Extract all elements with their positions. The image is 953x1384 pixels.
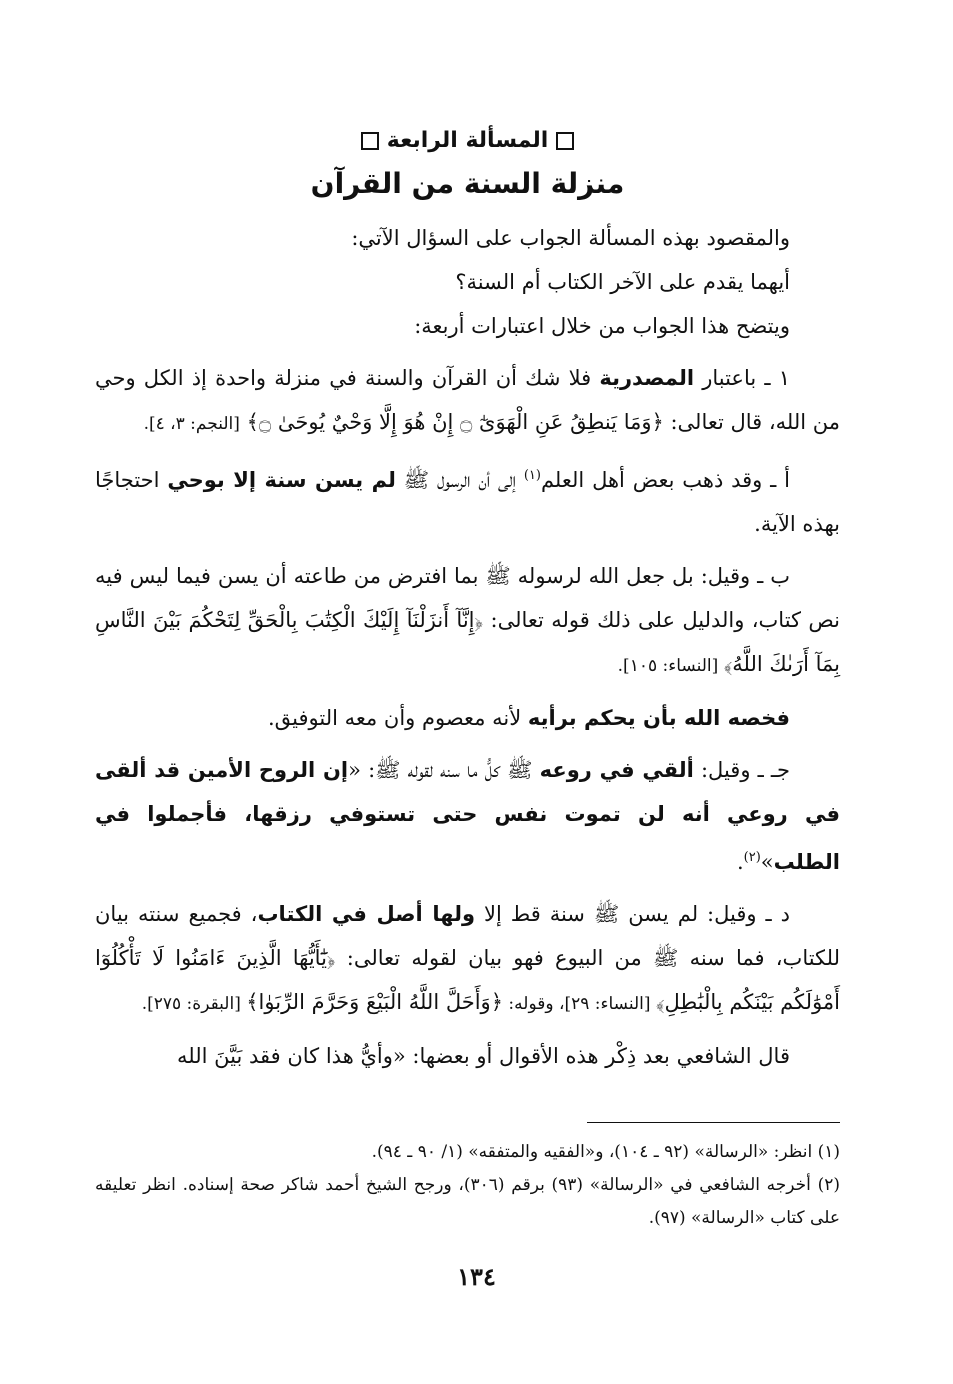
verse-reference: [النساء: ١٠٥].: [617, 656, 724, 676]
footnotes: [95, 1136, 840, 1235]
paragraph-ba: ب ـ وقيل: بل جعل الله لرسوله ﷺ بما افترض من طاعته أن يسن فيما ليس فيه نص كتاب، والدليل على ذلك قوله تعالى: ﴿إِنَّآ أَنزَلْنَآ إِلَيْكَ الْكِتَٰبَ بِالْحَقِّ لِتَحْكُمَ بَيْنَ النَّاسِ بِمَآ أَرَىٰكَ اللَّهُ﴾ [النساء: ١٠٥].: [95, 564, 840, 676]
main-text: [95, 128, 840, 1078]
square-bullet-icon: [361, 132, 379, 150]
quran-verse: ﴿وَمَا يَنطِقُ عَنِ الْهَوَىٰٓ ۝ إِنْ هُوَ إِلَّا وَحْيٌ يُوحَىٰ ۝﴾: [246, 410, 664, 434]
verse-reference: [النجم: ٣، ٤].: [143, 414, 240, 434]
intro-line: أيهما يقدم على الآخر الكتاب أم السنة؟: [455, 270, 790, 294]
paragraph-alif: أ ـ وقد ذهب بعض أهل العلم$^{(١)}$ إلى أن الرسول ﷺ لم يسن سنة إلا بوحي احتجاجًا بهذه الآية.: [95, 468, 840, 536]
intro-line: والمقصود بهذه المسألة الجواب على السؤال الآتي:: [351, 226, 790, 250]
paragraph-ba-conclusion: فخصه الله بأن يحكم برأيه لأنه معصوم وأن معه التوفيق.: [267, 706, 790, 730]
section-label: المسألة الرابعة: [386, 128, 549, 153]
quran-verse: ﴿إِنَّآ أَنزَلْنَآ إِلَيْكَ الْكِتَٰبَ بِالْحَقِّ لِتَحْكُمَ بَيْنَ النَّاسِ بِمَآ أَرَىٰكَ اللَّهُ﴾: [95, 608, 840, 676]
page-title: منزلة السنة من القرآن: [310, 167, 625, 200]
footnote: (٢) أخرجه الشافعي في «الرسالة» (٩٣) برقم (٣٠٦)، ورجح الشيخ أحمد شاكر صحة إسناده. انظر تعليقه على كتاب «الرسالة» (٩٧).: [95, 1175, 841, 1228]
quran-verse: ﴿وَأَحَلَّ اللَّهُ الْبَيْعَ وَحَرَّمَ الرِّبَوٰا﴾: [246, 990, 504, 1014]
verse-reference: [البقرة: ٢٧٥].: [141, 994, 247, 1014]
footnote: (١) انظر: «الرسالة» (٩٢ ـ ١٠٤)، و«الفقيه والمتفقه» (١/ ٩٠ ـ ٩٤).: [371, 1142, 840, 1162]
footnote-divider: [587, 1122, 840, 1123]
footnote-ref: (١): [523, 468, 541, 483]
paragraph-jim: جـ ـ وقيل: ألقي في روعه ﷺ كلُّ ما سنه لقوله ﷺ: «إن الروح الأمين قد ألقى في روعي أنه لن تموت نفس حتى تستوفي رزقها، فأجملوا في الطلب»$^{(٢)}$.: [95, 758, 840, 874]
quran-verse: ﴿يَٰٓأَيُّهَا الَّذِينَ ءَامَنُوا لَا تَأْكُلُوٓا أَمْوَٰلَكُم بَيْنَكُم بِالْبَٰطِلِ﴾: [95, 946, 840, 1014]
paragraph-shafii: قال الشافعي بعد ذِكْر هذه الأقوال أو بعضها: «وأيُّ هذا كان فقد بَيَّنَ الله: [177, 1044, 790, 1068]
page-number: ١٣٤: [457, 1262, 496, 1291]
paragraph-dal: د ـ وقيل: لم يسن ﷺ سنة قط إلا ولها أصل في الكتاب، فجميع سنته بيان للكتاب، فما سنه ﷺ من البيوع فهو بيان لقوله تعالى: ﴿يَٰٓأَيُّهَا الَّذِينَ ءَامَنُوا لَا تَأْكُلُوٓا أَمْوَٰلَكُم بَيْنَكُم بِالْبَٰطِلِ﴾ [النساء: ٢٩]، وقوله: ﴿وَأَحَلَّ اللَّهُ الْبَيْعَ وَحَرَّمَ الرِّبَوٰا﴾ [البقرة: ٢٧٥].: [95, 902, 840, 1014]
footnote-ref: (٢): [743, 850, 761, 865]
paragraph-source: ١ ـ باعتبار المصدرية فلا شك أن القرآن والسنة في منزلة واحدة إذ الكل وحي من الله، قال تعالى: ﴿وَمَا يَنطِقُ عَنِ الْهَوَىٰٓ ۝ إِنْ هُوَ إِلَّا وَحْيٌ يُوحَىٰ ۝﴾ [النجم: ٣، ٤].: [95, 366, 840, 434]
intro-line: ويتضح هذا الجواب من خلال اعتبارات أربعة:: [414, 314, 790, 338]
square-bullet-icon: [556, 132, 574, 150]
section-heading: [95, 128, 840, 153]
verse-reference: [النساء: ٢٩]، وقوله:: [503, 994, 656, 1014]
